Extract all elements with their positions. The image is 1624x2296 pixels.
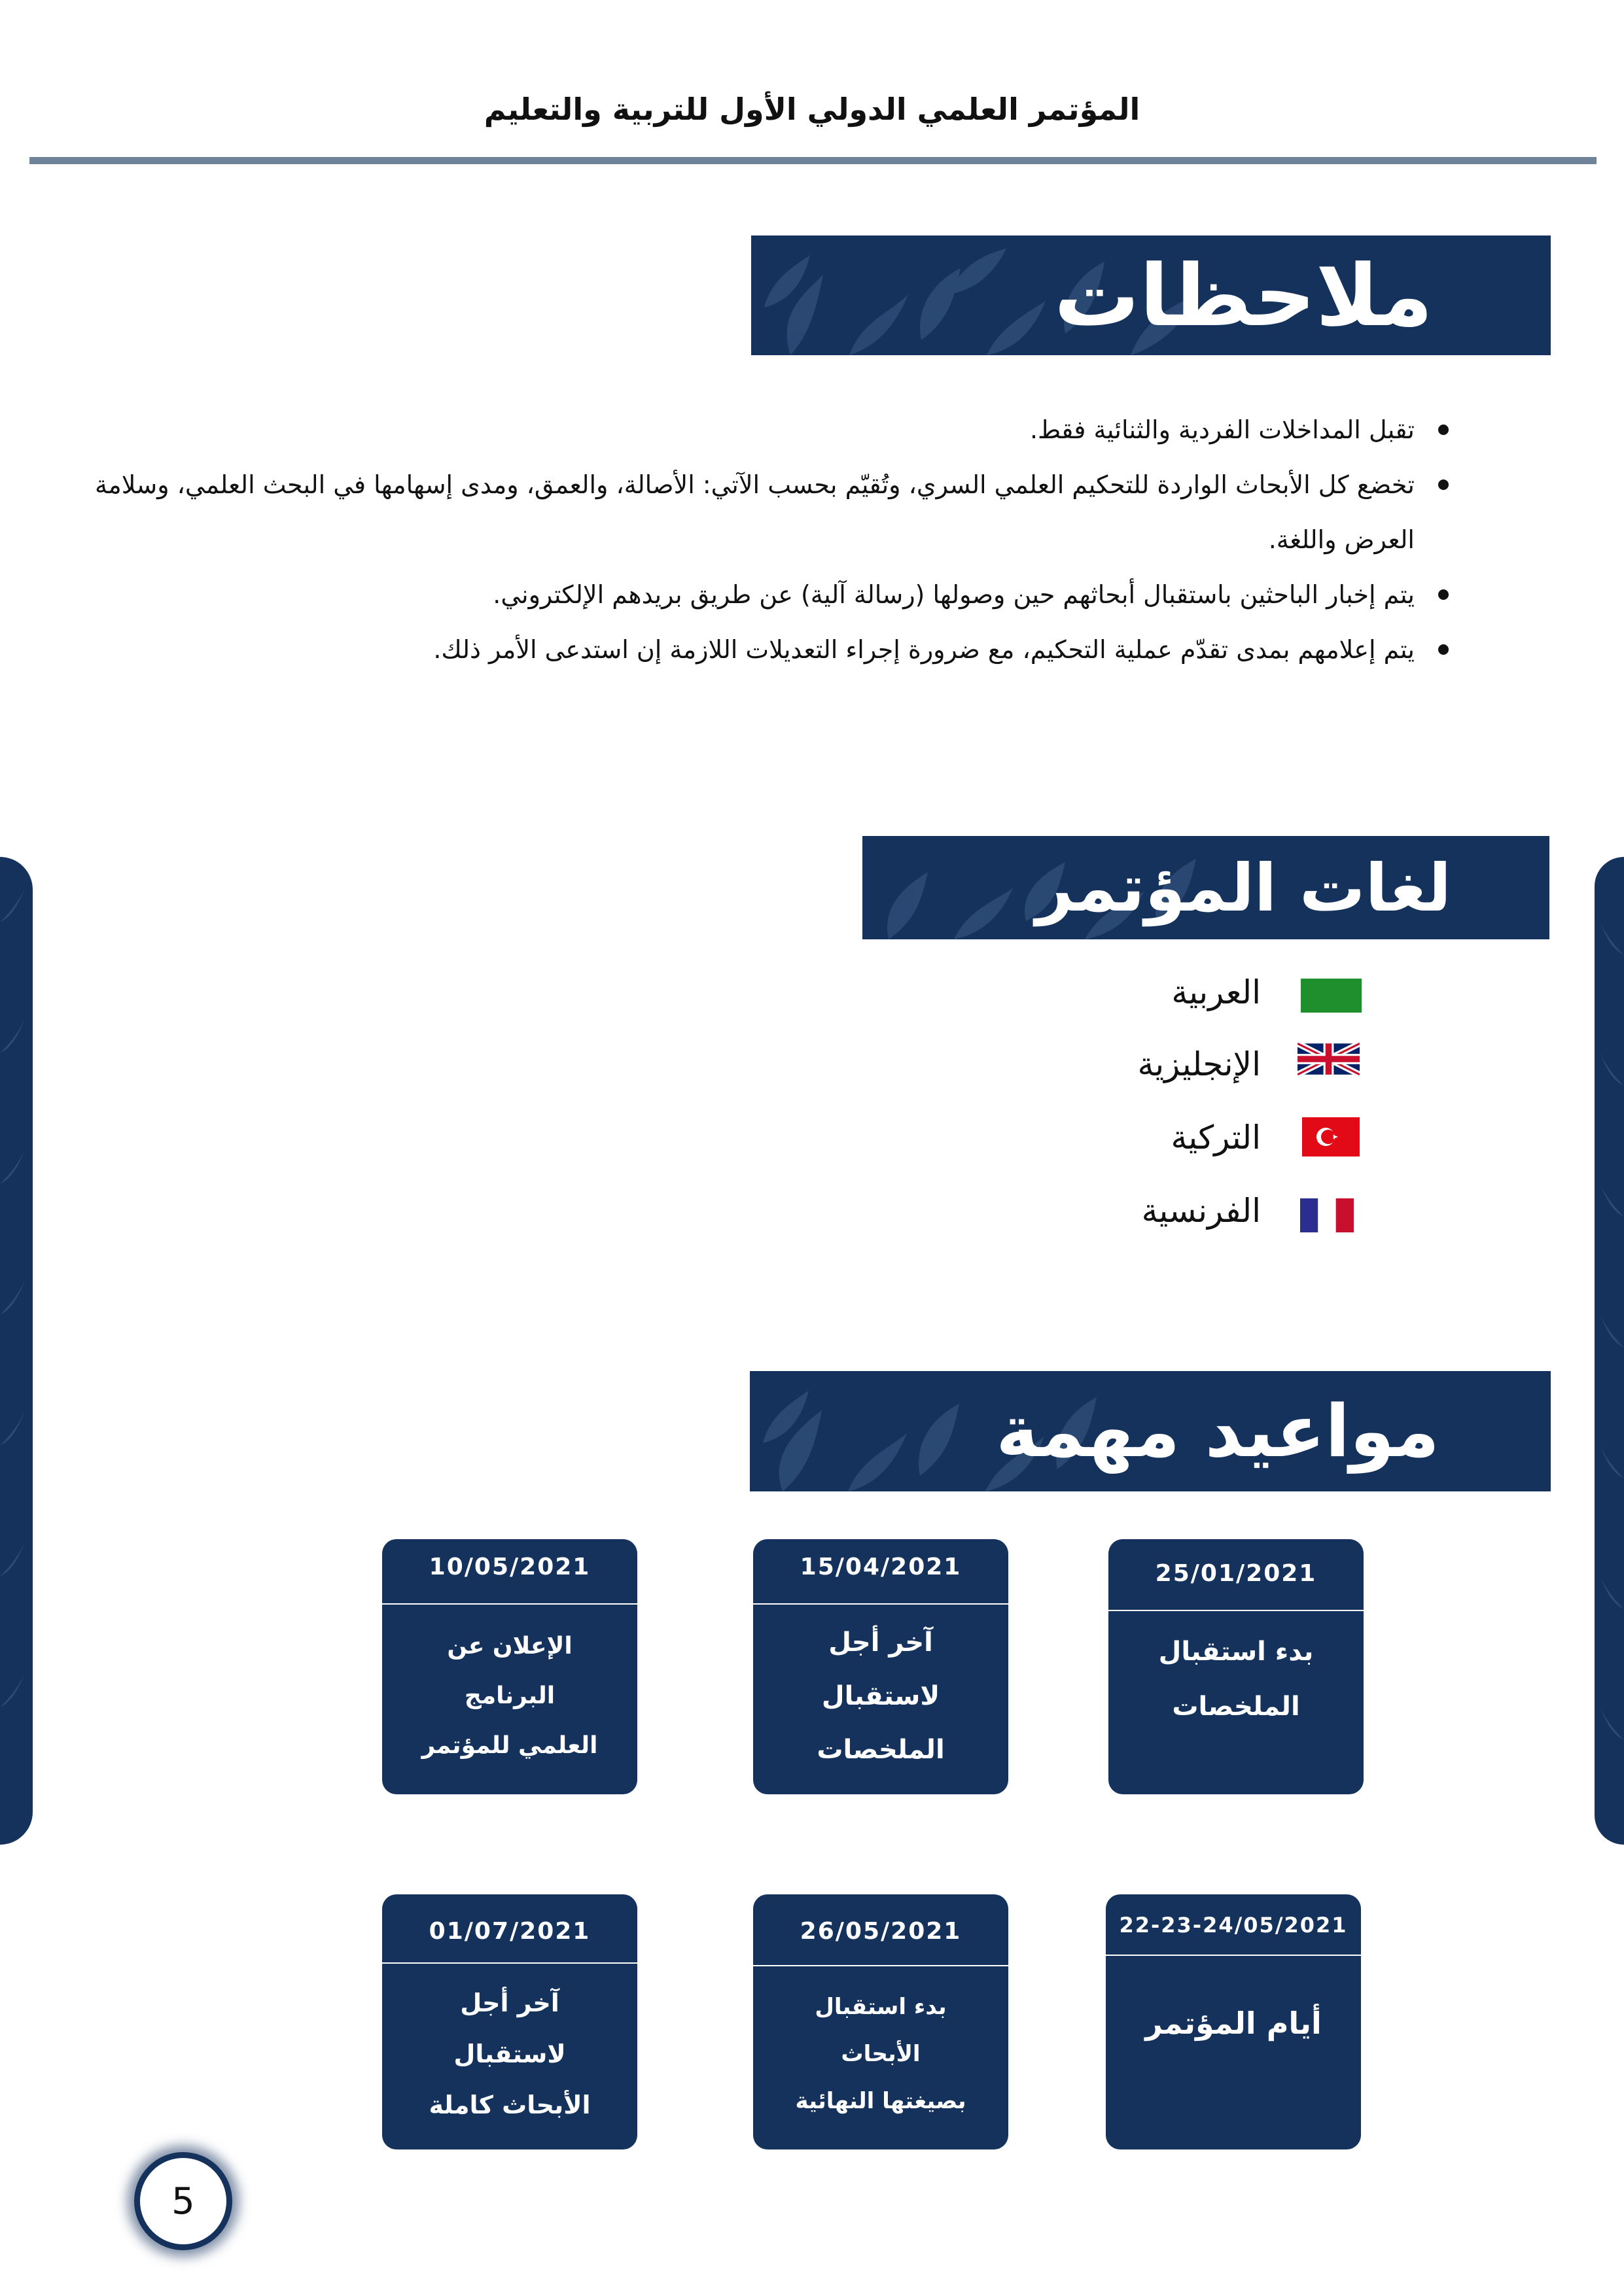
date-card-line: أيام المؤتمر	[1145, 2006, 1322, 2041]
date-card	[1106, 1894, 1361, 2149]
date-card	[382, 1539, 637, 1794]
date-card-line: البرنامج	[464, 1682, 556, 1709]
language-label-turkish: التركية	[1171, 1119, 1261, 1157]
date-card-divider	[1106, 1955, 1361, 1956]
header-divider	[29, 157, 1597, 164]
date-card	[382, 1894, 637, 2149]
notes-title: ملاحظات	[1054, 245, 1433, 345]
notes-item: يتم إخبار الباحثين باستقبال أبحاثهم حين وصولها (رسالة آلية) عن طريق بريدهم الإلكتروني.	[41, 567, 1415, 622]
dates-title: مواعيد مهمة	[996, 1389, 1439, 1473]
date-card-divider	[1108, 1610, 1364, 1611]
date-card-label	[1121, 1624, 1350, 1781]
notes-item: تخضع كل الأبحاث الواردة للتحكيم العلمي السري، وتُقيّم بحسب الآتي: الأصالة، والعمق، ومدى إسهامها في البحث العلمي، وسلامة العرض واللغة.	[41, 457, 1415, 567]
date-card-line: آخر أجل	[828, 1627, 933, 1658]
date-card-date: 01/07/2021	[429, 1918, 591, 1945]
date-card-line: الأبحاث كاملة	[429, 2091, 591, 2119]
leaf-pattern-icon	[0, 857, 33, 1845]
leaf-pattern-icon	[1595, 857, 1624, 1845]
left-decorative-band	[0, 857, 33, 1845]
france-flag-icon	[1300, 1198, 1354, 1232]
date-card	[753, 1894, 1008, 2149]
turkey-flag-icon	[1302, 1117, 1360, 1157]
date-card-label	[395, 1611, 624, 1781]
date-card	[753, 1539, 1008, 1794]
date-card-date: 15/04/2021	[800, 1554, 962, 1580]
languages-banner	[862, 836, 1549, 939]
date-card-label	[395, 1972, 624, 2136]
date-card-line: لاستقبال	[453, 2040, 566, 2068]
language-label-french: الفرنسية	[1141, 1192, 1261, 1230]
date-card-date: 10/05/2021	[429, 1554, 591, 1580]
date-card-line: لاستقبال	[821, 1681, 940, 1711]
date-card-line: الملخصات	[1172, 1692, 1300, 1722]
date-card-line: الإعلان عن	[447, 1633, 573, 1660]
language-label-english: الإنجليزية	[1137, 1045, 1261, 1083]
date-card-date: 22-23-24/05/2021	[1119, 1913, 1348, 1938]
notes-list	[41, 402, 1415, 677]
language-label-arabic: العربية	[1171, 973, 1261, 1011]
date-card-label	[1119, 2006, 1348, 2136]
date-card-label	[766, 1611, 995, 1781]
notes-item: يتم إعلامهم بمدى تقدّم عملية التحكيم، مع ضرورة إجراء التعديلات اللازمة إن استدعى الأمر ذلك.	[41, 622, 1415, 677]
date-card-divider	[753, 1965, 1008, 1966]
notes-item: تقبل المداخلات الفردية والثنائية فقط.	[41, 402, 1415, 457]
date-card-line: الأبحاث	[841, 2041, 921, 2067]
dates-banner	[750, 1371, 1551, 1491]
date-card-divider	[382, 1603, 637, 1605]
header-title: المؤتمر العلمي الدولي الأول للتربية والتعليم	[484, 92, 1140, 127]
right-decorative-band	[1595, 857, 1624, 1845]
green-flag-icon	[1301, 979, 1362, 1013]
languages-title: لغات المؤتمر	[1035, 849, 1451, 926]
date-card-date: 26/05/2021	[800, 1918, 962, 1945]
date-card-line: بدء استقبال	[1158, 1637, 1314, 1667]
date-card-line: بدء استقبال	[815, 1994, 947, 2020]
date-card-line: بصيغتها النهائية	[795, 2088, 966, 2114]
uk-flag-icon	[1297, 1041, 1360, 1077]
date-card-divider	[753, 1603, 1008, 1605]
date-card-line: العلمي للمؤتمر	[421, 1732, 598, 1759]
date-card-line: آخر أجل	[460, 1989, 559, 2017]
page-number: 5	[134, 2152, 232, 2250]
date-card-date: 25/01/2021	[1155, 1560, 1317, 1587]
date-card-divider	[382, 1962, 637, 1964]
date-card-line: الملخصات	[817, 1735, 945, 1765]
date-card-label	[766, 1972, 995, 2136]
notes-banner	[751, 235, 1551, 355]
date-card	[1108, 1539, 1364, 1794]
